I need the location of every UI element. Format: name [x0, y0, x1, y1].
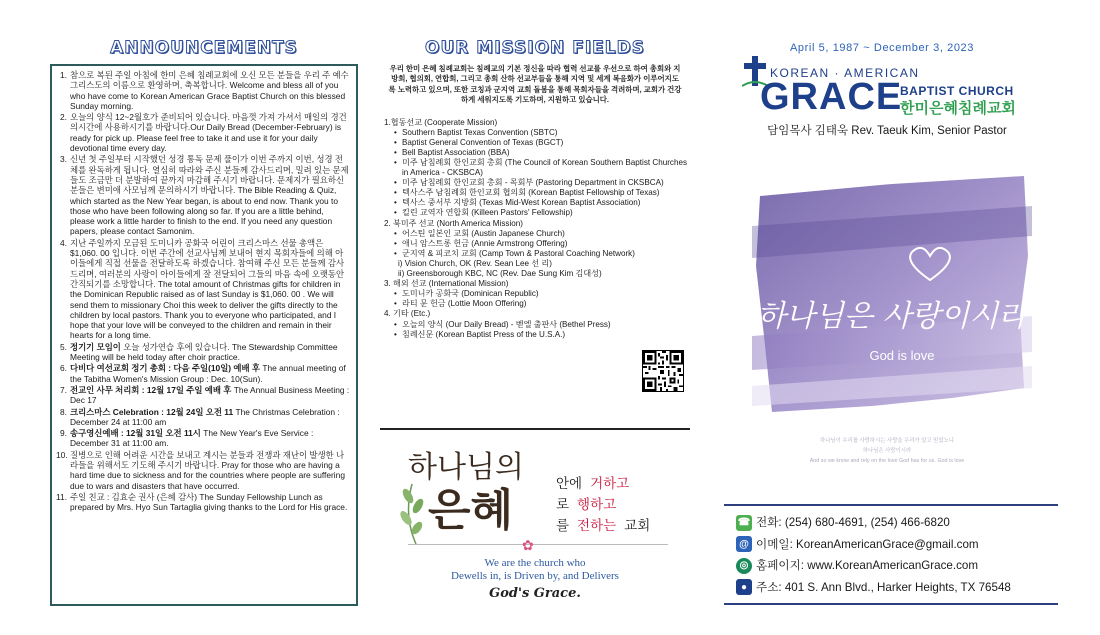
announcement-text: 참으로 복된 주일 아침에 한미 은혜 침례교회에 오신 모든 분들을 우리 주 예수 그리스도의 이름으로 환영하며, 축복합니다. Welcome and bless all of you who have come to Korean American Grace Baptist Church on this blessed Sunday morning. — [70, 70, 349, 111]
contact-rule-top — [724, 504, 1058, 506]
announcement-text: The New Year's Eve Service : December 31 at 11:00 am. — [70, 428, 314, 449]
announcement-number: 7. — [60, 384, 67, 395]
church-logo — [730, 56, 1050, 130]
mission-item-text: 오늘의 양식 (Our Daily Bread) - 벧엘 출판사 (Bethel Press) — [402, 319, 611, 329]
announcement-number: 4. — [60, 237, 67, 248]
announcement-bold: 다비다 여선교회 정기 총회 : 다음 주일(10일) 예배 후 — [70, 363, 261, 374]
announcement-number: 10. — [56, 449, 68, 460]
mission-item — [384, 138, 690, 148]
announcement-text-wrap — [70, 154, 350, 236]
announcement-item — [56, 385, 350, 406]
announcement-text-wrap — [70, 492, 350, 513]
announcement-item — [56, 112, 350, 153]
mission-item-text: 라티 문 헌금 (Lottie Moon Offering) — [402, 299, 527, 309]
mission-item — [384, 239, 690, 249]
contact-phone — [736, 512, 1011, 534]
bullet-icon: • — [394, 228, 397, 238]
announcement-text: 오늘의 양식 12~2월호가 준비되어 있습니다. 마음껏 가져 가셔서 매일의 경건의시간에 사용하시기를 바랍니다.Our Daily Bread (December-February) is ready for pick up. Please feel free to take it and use it for your daily devotional time every day. — [70, 112, 347, 154]
mission-section-title: 2. 북미주 선교 (North America Mission) — [384, 218, 523, 228]
announcements-panel — [50, 38, 358, 606]
bullet-icon: • — [394, 238, 397, 248]
announcement-number: 3. — [60, 154, 67, 165]
mission-section-title: 1.협동선교 (Cooperate Mission) — [384, 117, 498, 127]
announcement-text: 오늘 성가연습 후에 있습니다. The Stewardship Committee Meeting will be held today after choir practice. — [70, 341, 338, 363]
announcement-item — [56, 238, 350, 341]
section-divider — [380, 428, 690, 430]
mission-item-text: 도미니카 공화국 (Dominican Republic) — [402, 289, 539, 299]
announcement-text: 주일 친교 : 김효순 권사 (은혜 감사) The Sunday Fellowship Lunch as prepared by Mrs. Hyo Sun Tartaglia giving thanks to the Lord for His grace. — [70, 491, 348, 513]
announcements-title: ANNOUNCEMENTS — [110, 38, 298, 58]
motto-english-1: We are the church who — [484, 557, 586, 569]
mission-title: OUR MISSION FIELDS — [425, 38, 645, 58]
motto-line3-c: 교회 — [624, 518, 651, 533]
mission-subitem: i) Vision Church, OK (Rev. Sean Lee 선 리) — [398, 258, 552, 268]
announcement-number: 5. — [60, 341, 67, 352]
mission-item-text: Baptist General Convention of Texas (BGCT) — [402, 137, 564, 147]
contact-website[interactable] — [736, 555, 1011, 577]
bullet-icon: • — [394, 198, 397, 208]
announcement-text: 지난 주일까지 모금된 도미니카 공화국 어린이 크리스마스 선물 총액은 $1,060. 00 입니다. 이번 주간에 선교사님께 보내어 현지 목회자들에 의해 아이들에게 직접 선물을 전달하도록 하겠습니다. 참여해 주신 모든 분들께 감사드리며, 여러분의 사랑이 아이들에게 잘 전달되어 그들의 마음 속에 오랫동안 간직되기를 소망합니다. The total amount of Christmas gifts for children in the Dominican Republic raised as of last Sunday is $1,060. 00 . We will send them to missionary Choi this week to deliver the gifts directly to the children by local pastors. Thank you to everyone who participated, and I hope that your love will be conveyed to the children and remain in their hearts for a long time. — [70, 237, 345, 341]
announcement-text-wrap — [70, 450, 350, 491]
announcement-number: 9. — [60, 428, 67, 439]
mission-panel — [380, 38, 690, 608]
contact-address-text: 주소: 401 S. Ann Blvd., Harker Heights, TX 76548 — [756, 580, 1011, 594]
mission-item-text: 텍사스주 남침례회 한인교회 협의회 (Korean Baptist Fellowship of Texas) — [402, 188, 660, 198]
announcement-text-wrap — [70, 407, 350, 428]
mission-item — [384, 229, 690, 239]
mission-item-text: 미주 남침례회 한인교회 총회 (The Council of Korean Southern Baptist Churches in America - CKSBCA) — [402, 158, 688, 178]
mission-item — [384, 188, 690, 198]
mission-intro: 우리 한미 은혜 침례교회는 침례교의 기본 정신을 따라 협력 선교를 우선으로 하여 총회와 지방회, 협의회, 연합회, 그리고 총회 산하 선교부들을 통해 지역 및 세계 복음화가 이루어지도록 노력하고 있으며, 또한 코칭과 군지역 교회 돌봄을 통해 목회자들을 격려하며, 교회가 건강하게 세워지도록 기도하며, 지원하고 있습니다. — [388, 64, 682, 105]
art-caption-3: And so we know and rely on the love God has for us. God is love — [809, 458, 965, 464]
announcement-item — [56, 428, 350, 449]
motto-line2-b: 행하고 — [577, 497, 617, 512]
art-caption-2: 하나님은 사랑이시라 — [862, 448, 912, 454]
announcement-text-wrap — [70, 238, 350, 341]
leaf-decoration-icon — [386, 476, 426, 546]
announcement-item — [56, 407, 350, 428]
announcements-list — [56, 70, 350, 512]
bullet-icon: • — [394, 208, 397, 218]
logo-korean-name: 한미은혜침례교회 — [900, 99, 1016, 117]
mission-item-text: 침례신문 (Korean Baptist Press of the U.S.A.) — [402, 329, 566, 339]
announcement-text-wrap — [70, 342, 350, 363]
motto-rule — [408, 544, 668, 545]
bullet-icon: • — [394, 137, 397, 147]
mission-item — [384, 249, 690, 259]
motto-line1-b: 거하고 — [590, 476, 630, 491]
mission-item — [384, 148, 690, 158]
contact-email-text[interactable]: 이메일: KoreanAmericanGrace@gmail.com — [756, 537, 979, 551]
announcement-number: 8. — [60, 406, 67, 417]
contact-website-text[interactable]: 홈페이지: www.KoreanAmericanGrace.com — [756, 559, 978, 572]
mission-section-title: 3. 해외 선교 (International Mission) — [384, 279, 509, 289]
mission-item-text: 킬린 교역자 연합회 (Killeen Pastors' Fellowship) — [402, 208, 573, 218]
announcement-text-wrap — [70, 428, 350, 449]
announcement-number: 1. — [60, 70, 67, 80]
announcement-text-wrap — [70, 112, 350, 153]
mission-item — [384, 299, 690, 309]
phone-icon: ☎ — [736, 515, 752, 531]
motto-line1-a: 안에 — [556, 476, 583, 491]
contact-address — [736, 577, 1011, 599]
mission-sections — [380, 118, 690, 340]
announcement-item — [56, 363, 350, 384]
art-korean-text: 하나님은 사랑이시라 — [756, 299, 1028, 334]
grace-motto — [380, 436, 690, 608]
logo-korean-american: KOREAN · AMERICAN — [770, 66, 920, 80]
announcement-bold: 크리스마스 Celebration : 12월 24일 오전 11 — [70, 406, 234, 417]
announcement-bold: 전교인 사무 처리회 : 12월 17일 주일 예배 후 — [70, 384, 232, 395]
bullet-icon: • — [394, 299, 397, 309]
announcement-text: 신년 첫 주일부터 시작했던 성경 통독 문제 풀이가 이번 주까지 이번, 성경 전체를 완독하게 됩니다. 열심히 따라와 주신 분들께 감사드리며, 밀려 있는 문제들도 조금만 더 분발하여 끝까지 마감해 주시기 바랍니다. 문제지가 필요하신 분들은 변미애 사모님께 문의하시기 바랍니다. The Bible Reading & Quiz, which started as the New Year began, is about to end now. Thank you to those who have been following along so far. If you are a little behind, please work a little harder to finish to the end. If you need any question papers, please contact Samonim. — [70, 154, 349, 237]
mission-section-title: 4. 기타 (Etc.) — [384, 309, 431, 319]
bullet-icon: • — [394, 289, 397, 299]
contact-email[interactable] — [736, 534, 1011, 556]
mission-item — [384, 198, 690, 208]
mission-item-text: Bell Baptist Association (BBA) — [402, 147, 510, 157]
motto-hangul-top: 하나님의 — [408, 450, 524, 485]
contact-list — [736, 512, 1011, 598]
announcement-item — [56, 450, 350, 491]
mission-item-text: 미주 남침례회 한인교회 총회 - 목회부 (Pastoring Department in CKSBCA) — [402, 178, 664, 188]
rose-icon: ✿ — [522, 538, 534, 554]
mission-item — [384, 208, 690, 218]
motto-gods-grace: God's Grace. — [489, 586, 581, 601]
announcement-text: The Christmas Celebration : December 24 at 11:00 am — [70, 406, 340, 427]
announcement-text: 질병으로 인해 어려운 시간을 보내고 계시는 분들과 전쟁과 재난이 발생한 나라들을 위해서도 기도해 주시기 바랍니다. Pray for those who are having a hard time due to sickness and for the countries where people are suffering due to wars and disasters that have occurred. — [70, 449, 345, 491]
mission-item — [384, 158, 690, 178]
qr-code-icon[interactable] — [642, 350, 684, 392]
art-caption — [732, 436, 1042, 466]
motto-lines — [556, 473, 650, 536]
announcement-number: 6. — [60, 363, 67, 374]
logo-grace: GRACE — [760, 76, 903, 118]
senior-pastor: 담임목사 김태욱 Rev. Taeuk Kim, Senior Pastor — [767, 125, 1007, 137]
mission-item — [384, 289, 690, 299]
announcement-item — [56, 154, 350, 236]
announcement-item — [56, 492, 350, 513]
announcement-number: 11. — [56, 491, 68, 502]
announcement-bold: 송구영신예배 : 12월 31일 오전 11시 — [70, 428, 201, 439]
web-icon: ◎ — [736, 558, 752, 574]
location-icon: ● — [736, 579, 752, 595]
announcement-text: The annual meeting of the Tabitha Women's Mission Group : Dec. 10(Sun). — [70, 363, 346, 384]
bullet-icon: • — [394, 329, 397, 339]
mission-item — [384, 178, 690, 188]
announcement-text-wrap — [70, 70, 350, 111]
announcement-item — [56, 70, 350, 111]
announcement-item — [56, 342, 350, 363]
bullet-icon: • — [394, 127, 397, 137]
contact-rule-bottom — [724, 603, 1058, 605]
art-caption-1: 하나님이 우리를 사랑하시는 사랑을 우리가 알고 믿었노니 — [820, 438, 954, 444]
mission-item — [384, 330, 690, 340]
motto-line3-a: 를 — [556, 518, 570, 533]
bullet-icon: • — [394, 188, 397, 198]
bullet-icon: • — [394, 319, 397, 329]
art-english-text: God is love — [869, 348, 935, 363]
mission-item-text: 군지역 & 피코치 교회 (Camp Town & Pastoral Coaching Network) — [402, 248, 635, 258]
announcement-text: The Annual Business Meeting : Dec 17 — [70, 384, 350, 406]
mission-item-text: 어스틴 일본인 교회 (Austin Japanese Church) — [402, 228, 565, 238]
motto-hangul-big: 은혜 — [428, 485, 514, 536]
church-dates: April 5, 1987 ~ December 3, 2023 — [790, 42, 974, 54]
bullet-icon: • — [394, 147, 397, 157]
motto-line3-b: 전하는 — [577, 518, 617, 533]
announcement-text-wrap — [70, 385, 350, 406]
mission-subitem: ii) Greensborough KBC, NC (Rev. Dae Sung Kim 김대성) — [398, 269, 602, 279]
announcement-number: 2. — [60, 112, 67, 123]
announcements-box — [50, 64, 358, 606]
mission-item — [384, 320, 690, 330]
motto-english — [380, 557, 690, 583]
mission-item — [384, 128, 690, 138]
church-info-panel — [712, 38, 1062, 608]
mission-item-text: 텍사스 중서부 지방회 (Texas Mid-West Korean Baptist Association) — [402, 198, 641, 208]
motto-english-2: Dewells in, is Driven by, and Delivers — [451, 570, 619, 582]
mission-item-text: Southern Baptist Texas Convention (SBTC) — [402, 127, 558, 137]
announcement-text-wrap — [70, 363, 350, 384]
logo-baptist-church: BAPTIST CHURCH — [900, 84, 1014, 98]
god-is-love-artwork — [752, 166, 1032, 446]
email-icon: @ — [736, 536, 752, 552]
bullet-icon: • — [394, 158, 397, 167]
bullet-icon: • — [394, 178, 397, 188]
mission-item-text: 애니 암스트롱 헌금 (Annie Armstrong Offering) — [402, 238, 568, 248]
announcement-bold: 정기기 모임이 — [70, 341, 121, 352]
bullet-icon: • — [394, 248, 397, 258]
contact-phone-text: 전화: (254) 680-4691, (254) 466-6820 — [756, 516, 950, 529]
motto-line2-a: 로 — [556, 497, 570, 512]
